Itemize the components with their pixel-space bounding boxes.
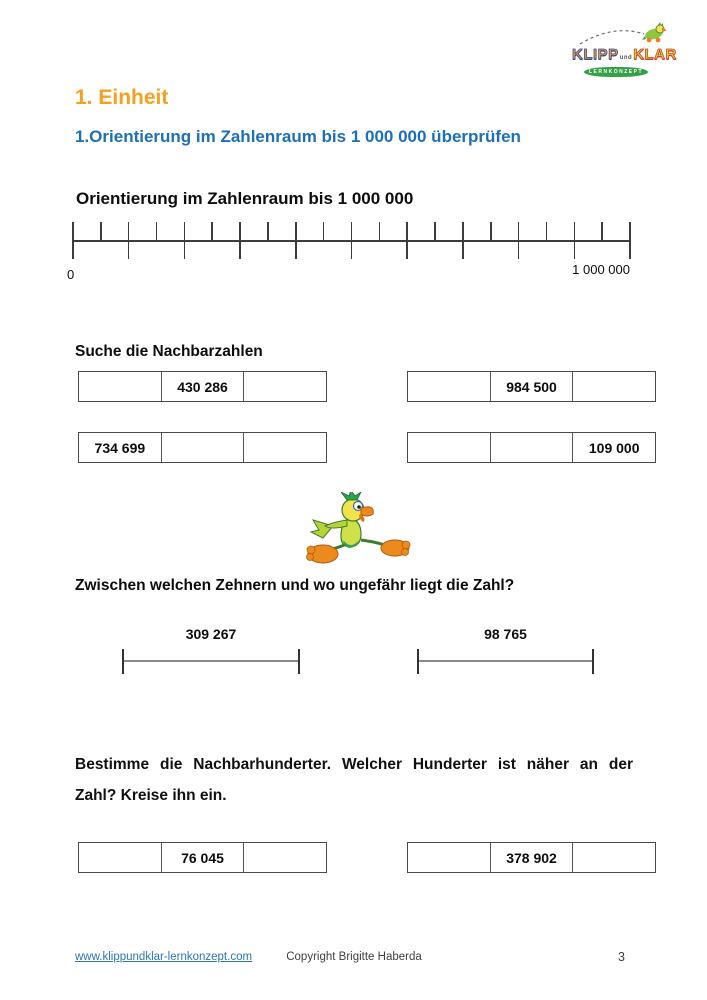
answer-cell <box>572 372 655 401</box>
answer-cell <box>572 843 655 872</box>
segment-tick-right <box>298 649 300 674</box>
given-number-cell: 76 045 <box>161 843 244 872</box>
major-tick <box>72 222 74 259</box>
unit-heading: 1. Einheit <box>75 86 169 109</box>
segment-tick-left <box>417 649 419 674</box>
minor-tick <box>490 222 492 240</box>
major-tick <box>518 222 520 259</box>
major-tick <box>629 222 631 259</box>
tens-title: Zwischen welchen Zehnern und wo ungefähr liegt die Zahl? <box>75 577 515 594</box>
minor-tick <box>546 222 548 240</box>
footer-copyright: Copyright Brigitte Haberda <box>286 951 422 963</box>
tens-number-2: 98 765 <box>484 626 527 642</box>
minor-tick <box>323 222 325 240</box>
klippundklar-logo <box>572 24 677 78</box>
major-tick <box>574 222 576 259</box>
major-tick <box>462 222 464 259</box>
answer-cell <box>408 843 490 872</box>
footer-website-link[interactable]: www.klippundklar-lernkonzept.com <box>75 951 253 963</box>
numberline-title: Orientierung im Zahlenraum bis 1 000 000 <box>76 189 414 208</box>
neighbors-title: Suche die Nachbarzahlen <box>75 343 263 360</box>
segment-tick-left <box>122 649 124 674</box>
answer-cell <box>243 372 326 401</box>
answer-cell <box>79 843 161 872</box>
answer-cell <box>243 433 326 462</box>
minor-tick <box>434 222 436 240</box>
logo-word-klipp: KLIPP <box>572 46 619 63</box>
tens-segment-2 <box>417 649 594 674</box>
answer-cell <box>490 433 573 462</box>
segment-line <box>417 660 594 662</box>
hundreds-table-1 <box>78 842 327 873</box>
given-number-cell: 984 500 <box>490 372 573 401</box>
answer-cell <box>408 372 490 401</box>
neighbors-table-1 <box>78 371 327 402</box>
footer-page-number: 3 <box>618 950 625 964</box>
segment-tick-right <box>592 649 594 674</box>
minor-tick <box>156 222 158 240</box>
parrot-illustration <box>303 492 413 568</box>
tens-segment-1 <box>122 649 300 674</box>
given-number-cell: 109 000 <box>572 433 655 462</box>
major-tick <box>351 222 353 259</box>
logo-flying-parrot-icon <box>574 22 670 48</box>
major-tick <box>406 222 408 259</box>
given-number-cell: 378 902 <box>490 843 573 872</box>
subtitle-heading: 1.Orientierung im Zahlenraum bis 1 000 000 überprüfen <box>75 127 521 146</box>
neighbors-table-3 <box>78 432 327 463</box>
major-tick <box>128 222 130 259</box>
minor-tick <box>601 222 603 240</box>
minor-tick <box>100 222 102 240</box>
hundreds-title-line1: Bestimme die Nachbarhunderter. Welcher Hunderter ist näher an der <box>75 756 633 773</box>
answer-cell <box>161 433 244 462</box>
logo-word-und: und <box>619 55 633 61</box>
neighbors-table-4 <box>407 432 656 463</box>
minor-tick <box>379 222 381 240</box>
minor-tick <box>211 222 213 240</box>
tens-number-1: 309 267 <box>185 626 237 642</box>
answer-cell <box>79 372 161 401</box>
logo-word-klar: KLAR <box>633 46 677 63</box>
number-line <box>73 222 630 259</box>
logo-banner: LERNKONZEPT <box>584 67 648 77</box>
hundreds-title <box>75 756 633 805</box>
hundreds-table-2 <box>407 842 656 873</box>
hundreds-title-line2: Zahl? Kreise ihn ein. <box>75 787 227 804</box>
major-tick <box>184 222 186 259</box>
neighbors-table-2 <box>407 371 656 402</box>
segment-line <box>122 660 300 662</box>
given-number-cell: 734 699 <box>94 439 146 456</box>
number-line-start-label: 0 <box>67 267 75 282</box>
answer-cell <box>408 433 490 462</box>
number-line-end-label: 1 000 000 <box>572 262 630 277</box>
answer-cell <box>243 843 326 872</box>
major-tick <box>239 222 241 259</box>
given-number-cell: 430 286 <box>161 372 244 401</box>
major-tick <box>295 222 297 259</box>
minor-tick <box>267 222 269 240</box>
logo-wordmark <box>572 46 677 63</box>
